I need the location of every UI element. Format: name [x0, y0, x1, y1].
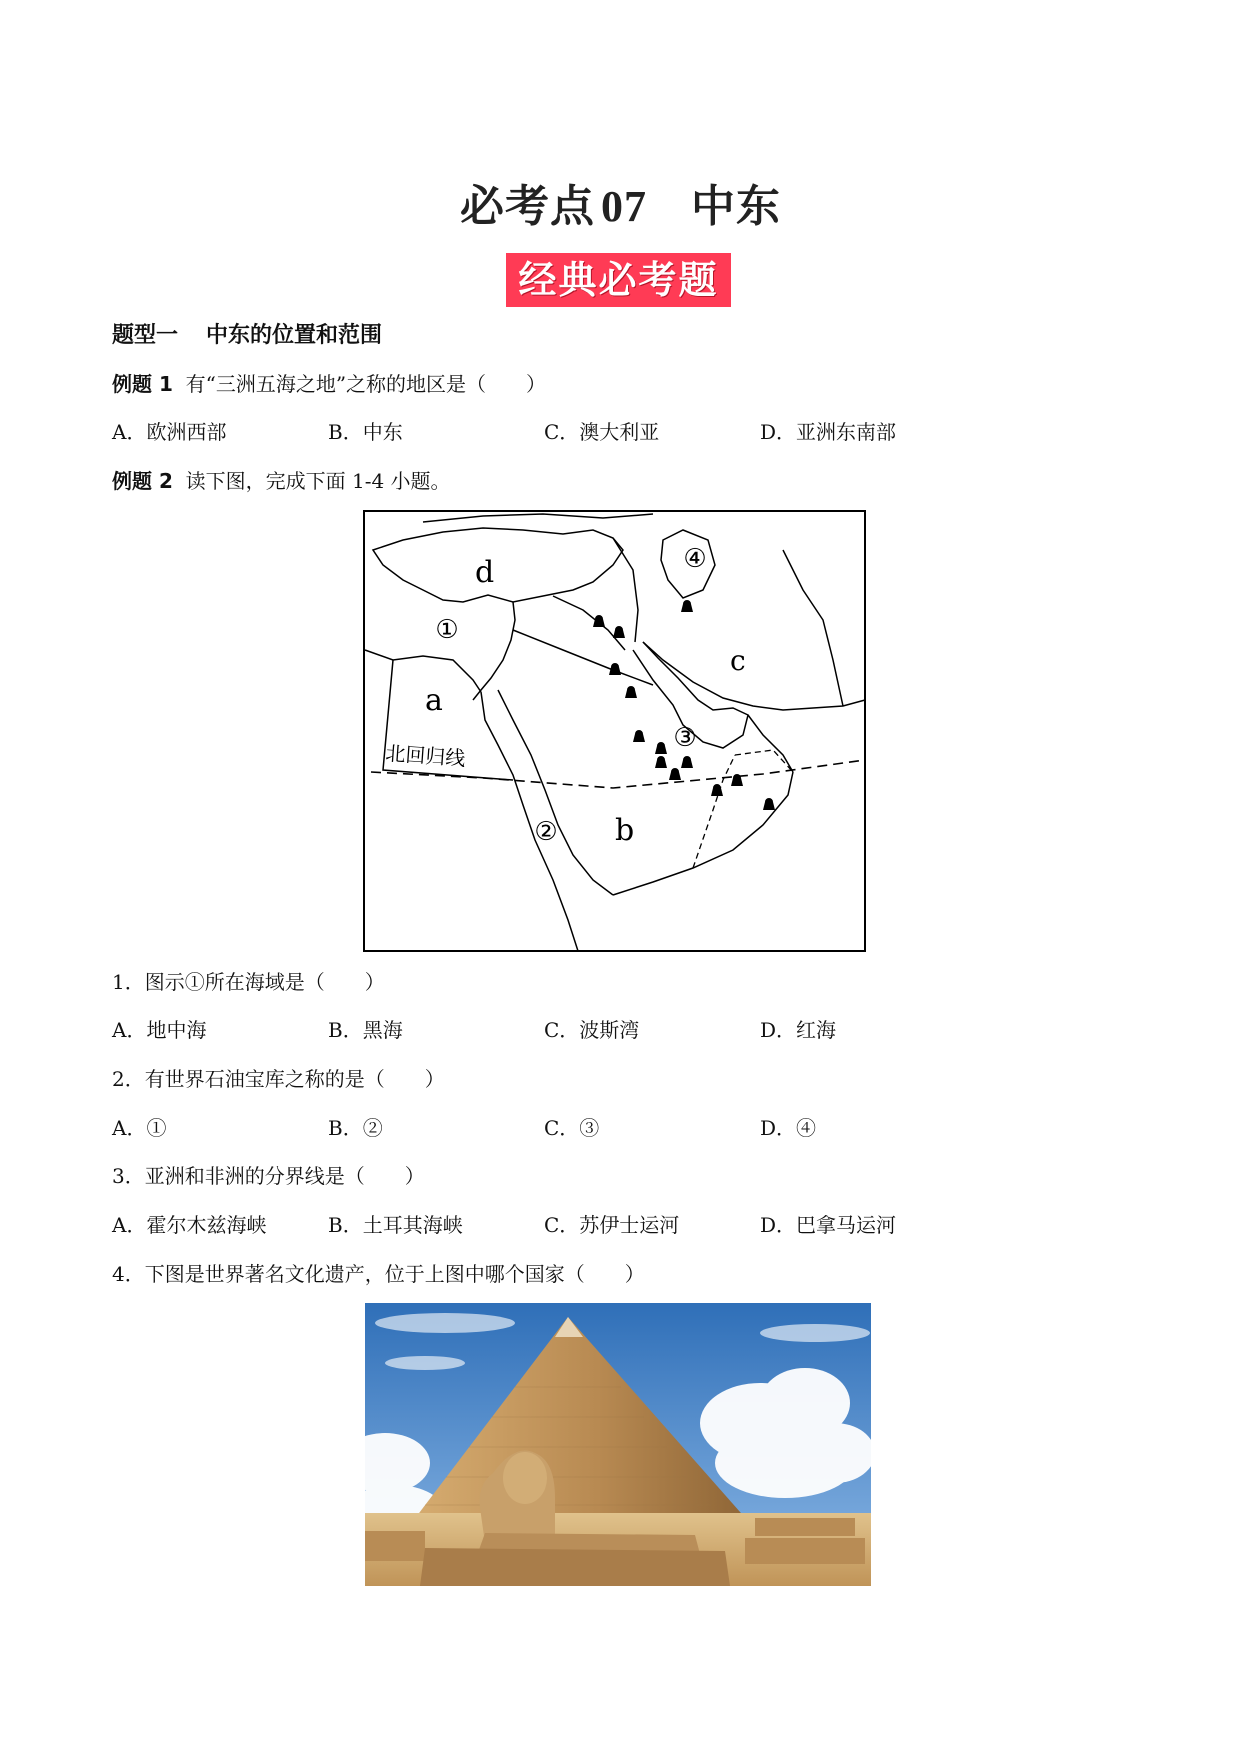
title-prefix: 必考点 [460, 181, 595, 232]
option-d[interactable]: D．巴拿马运河 [760, 1213, 897, 1237]
option-a[interactable]: A．霍尔木兹海峡 [112, 1213, 267, 1237]
page-title [0, 170, 1241, 234]
option-c[interactable]: C．③ [544, 1116, 600, 1140]
section-label: 题型一 [112, 323, 179, 348]
option-d[interactable]: D．亚洲东南部 [760, 420, 897, 444]
option-c[interactable]: C．澳大利亚 [544, 420, 660, 444]
map-marker-4: ④ [683, 544, 707, 574]
map-label-b: b [615, 813, 635, 848]
option-b[interactable]: B．中东 [328, 420, 403, 444]
map-marker-3: ③ [673, 723, 697, 753]
option-b[interactable]: B．② [328, 1116, 383, 1140]
option-d[interactable]: D．④ [760, 1116, 817, 1140]
example2-label: 例题 2 [112, 469, 173, 493]
map-label-c: c [730, 644, 746, 677]
middle-east-map [363, 510, 866, 952]
option-a[interactable]: A．欧洲西部 [112, 420, 227, 444]
map-label-a: a [425, 683, 443, 718]
example1-stem: 有“三洲五海之地”之称的地区是（ ） [185, 372, 547, 396]
option-d[interactable]: D．红海 [760, 1018, 837, 1042]
title-topic: 中东 [691, 181, 781, 232]
map-marker-1: ① [435, 615, 459, 645]
pyramid-sphinx-photo [365, 1303, 871, 1586]
example2-stem: 读下图，完成下面 1-4 小题。 [185, 469, 451, 493]
section-name: 中东的位置和范围 [206, 323, 383, 348]
question-4-stem: 4．下图是世界著名文化遗产，位于上图中哪个国家（ ） [112, 1262, 645, 1286]
example1-label: 例题 1 [112, 372, 173, 396]
option-c[interactable]: C．波斯湾 [544, 1018, 640, 1042]
example2-stem-line [112, 465, 451, 494]
map-label-d: d [475, 555, 495, 590]
option-a[interactable]: A．① [112, 1116, 167, 1140]
question-2-stem: 2．有世界石油宝库之称的是（ ） [112, 1067, 445, 1091]
option-a[interactable]: A．地中海 [112, 1018, 207, 1042]
map-marker-2: ② [534, 817, 558, 847]
question-3-stem: 3．亚洲和非洲的分界线是（ ） [112, 1164, 425, 1188]
title-code: 07 [601, 182, 647, 231]
option-c[interactable]: C．苏伊士运河 [544, 1213, 680, 1237]
classic-questions-badge: 经典必考题 [506, 253, 731, 307]
option-b[interactable]: B．黑海 [328, 1018, 403, 1042]
example1-stem-line [112, 368, 546, 397]
option-b[interactable]: B．土耳其海峡 [328, 1213, 463, 1237]
tropic-of-cancer-label: 北回归线 [384, 741, 467, 771]
section-heading [112, 318, 382, 349]
question-1-stem: 1．图示①所在海域是（ ） [112, 970, 385, 994]
